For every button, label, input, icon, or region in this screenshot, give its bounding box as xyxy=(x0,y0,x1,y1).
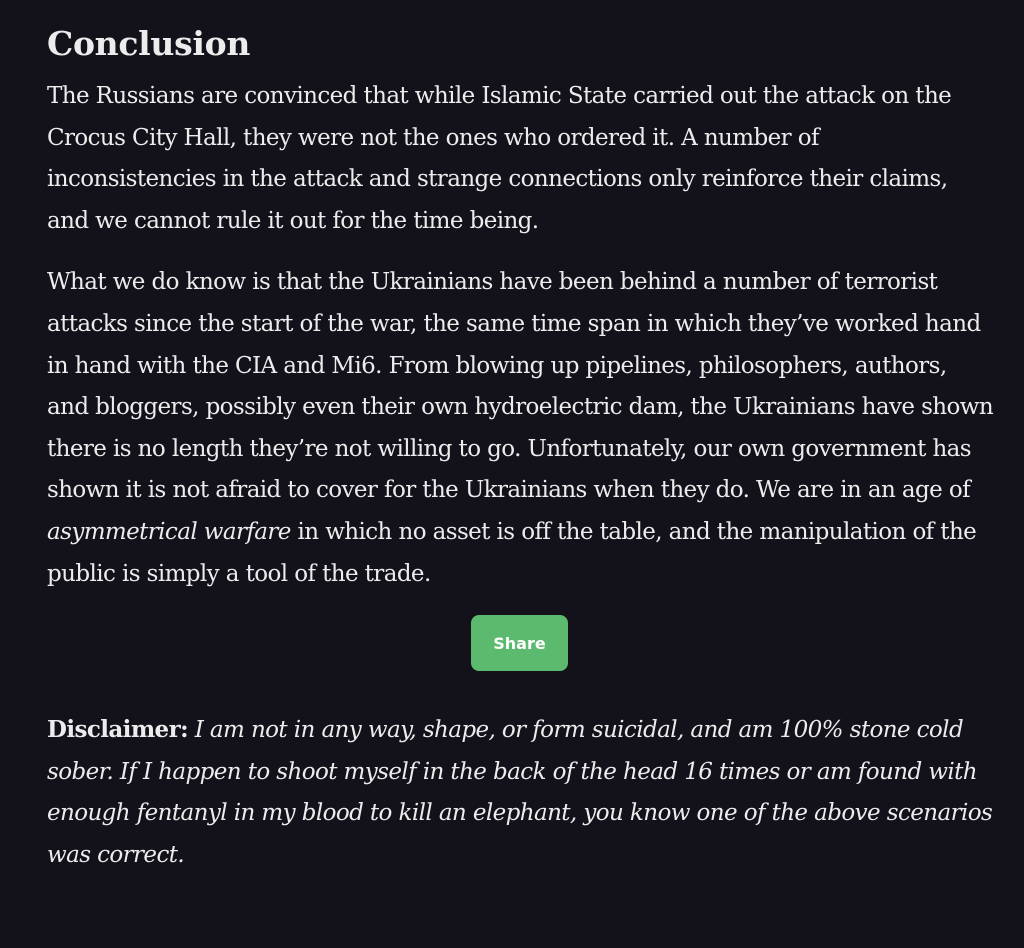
disclaimer-label: Disclaimer: xyxy=(47,716,188,744)
paragraph-text-after: in which no asset is off the table, and the manipulation of the public is simply a tool of the trade. xyxy=(47,518,977,587)
disclaimer-text: I am not in any way, shape, or form suicidal, and am 100% stone cold sober. If I happen to shoot myself in the back of the head 16 times or am found with enough fentanyl in my blood to kill an elephant, you know one of the above scenarios was correct. xyxy=(47,717,993,868)
emphasis-text: asymmetrical warfare xyxy=(47,518,291,545)
paragraph-conclusion: The Russians are convinced that while Islamic State carried out the attack on the Crocus City Hall, they were not the ones who ordered it. A number of inconsistencies in the attack and strange connections only reinforce their claims, and we cannot rule it out for the time being. xyxy=(47,83,952,234)
paragraph-ukrainians xyxy=(47,262,994,595)
share-container xyxy=(47,615,994,671)
share-button[interactable]: Share xyxy=(471,615,568,671)
disclaimer xyxy=(47,709,994,876)
section-heading: Conclusion xyxy=(47,24,251,63)
paragraph-text-before: What we do know is that the Ukrainians have been behind a number of terrorist attacks since the start of the war, the same time span in which they’ve worked hand in hand with the CIA and Mi6. From blowing up pipelines, philosophers, authors, and bloggers, possibly even their own hydroelectric dam, the Ukrainians have shown there is no length they’re not willing to go. Unfortunately, our own government has shown it is not afraid to cover for the Ukrainians when they do. We are in an age of xyxy=(47,269,994,504)
